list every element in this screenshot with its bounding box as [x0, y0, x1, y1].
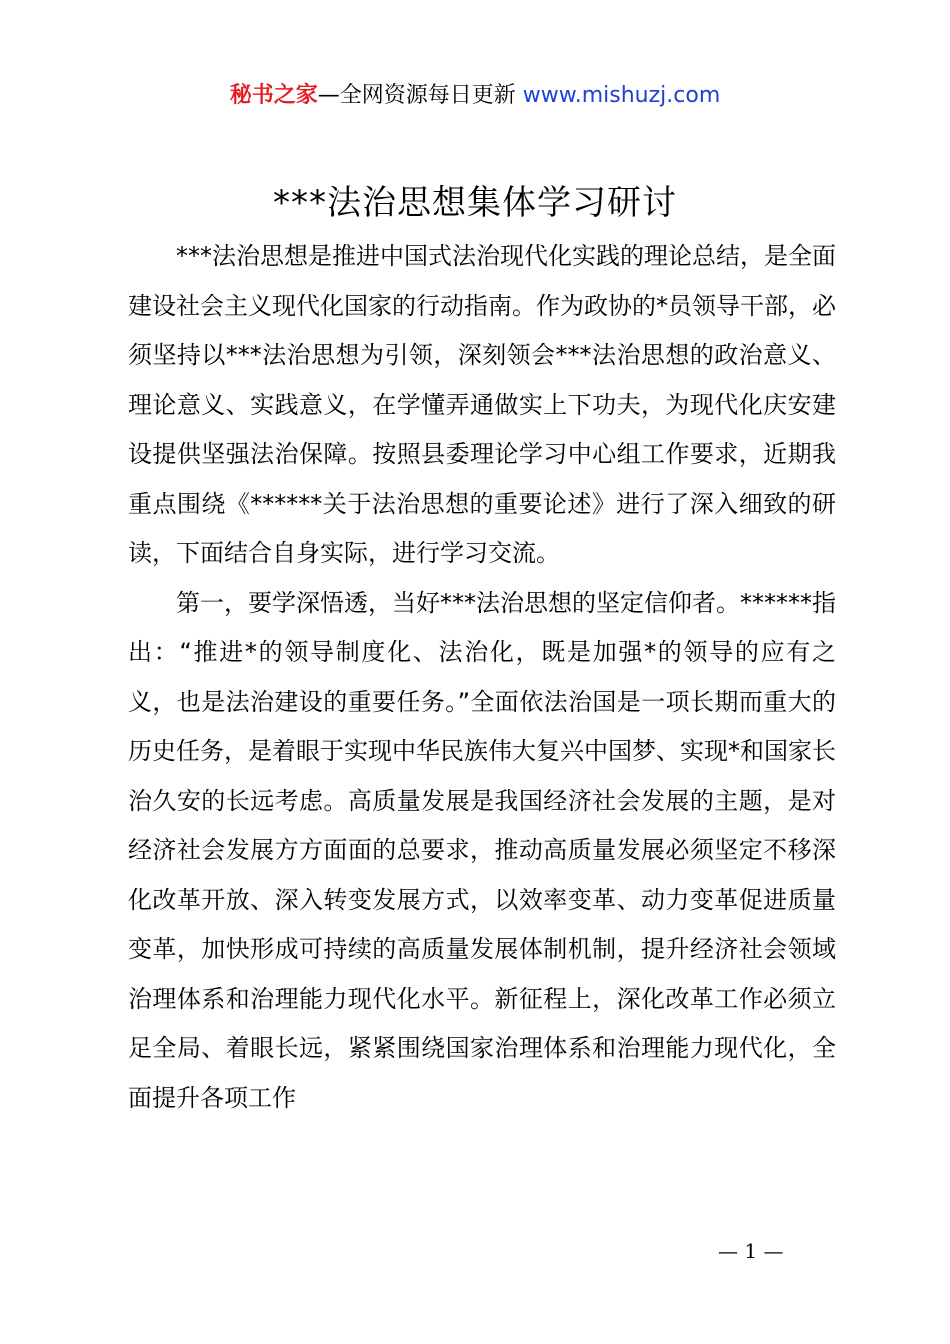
paragraph-intro: ***法治思想是推进中国式法治现代化实践的理论总结，是全面建设社会主义现代化国家的行动指南。作为政协的*员领导干部，必须坚持以***法治思想为引领，深刻领会***法治思想的政治意义、理论意义、实践意义，在学懂弄通做实上下功夫，为现代化庆安建设提供坚强法治保障。按照县委理论学习中心组工作要求，近期我重点围绕《******关于法治思想的重要论述》进行了深入细致的研读，下面结合自身实际，进行学习交流。	[128, 242, 836, 567]
page-number: — 1 —	[718, 1239, 784, 1263]
document-body	[128, 232, 836, 1123]
document-title: ***法治思想集体学习研讨	[273, 183, 677, 223]
site-url[interactable]: www.mishuzj.com	[522, 83, 721, 108]
paragraph-first-point: 第一，要学深悟透，当好***法治思想的坚定信仰者。******指出：“推进*的领导制度化、法治化，既是加强*的领导的应有之义，也是法治建设的重要任务。”全面依法治国是一项长期而重大的历史任务，是着眼于实现中华民族伟大复兴中国梦、实现*和国家长治久安的长远考虑。高质量发展是我国经济社会发展的主题，是对经济社会发展方方面面的总要求，推动高质量发展必须坚定不移深化改革开放、深入转变发展方式，以效率变革、动力变革促进质量变革，加快形成可持续的高质量发展体制机制，提升经济社会领域治理体系和治理能力现代化水平。新征程上，深化改革工作必须立足全局、着眼长远，紧紧围绕国家治理体系和治理能力现代化，全面提升各项工作	[128, 588, 836, 1112]
site-tagline: —全网资源每日更新	[317, 83, 523, 108]
site-brand: 秘书之家	[229, 83, 318, 108]
site-header	[0, 80, 950, 112]
